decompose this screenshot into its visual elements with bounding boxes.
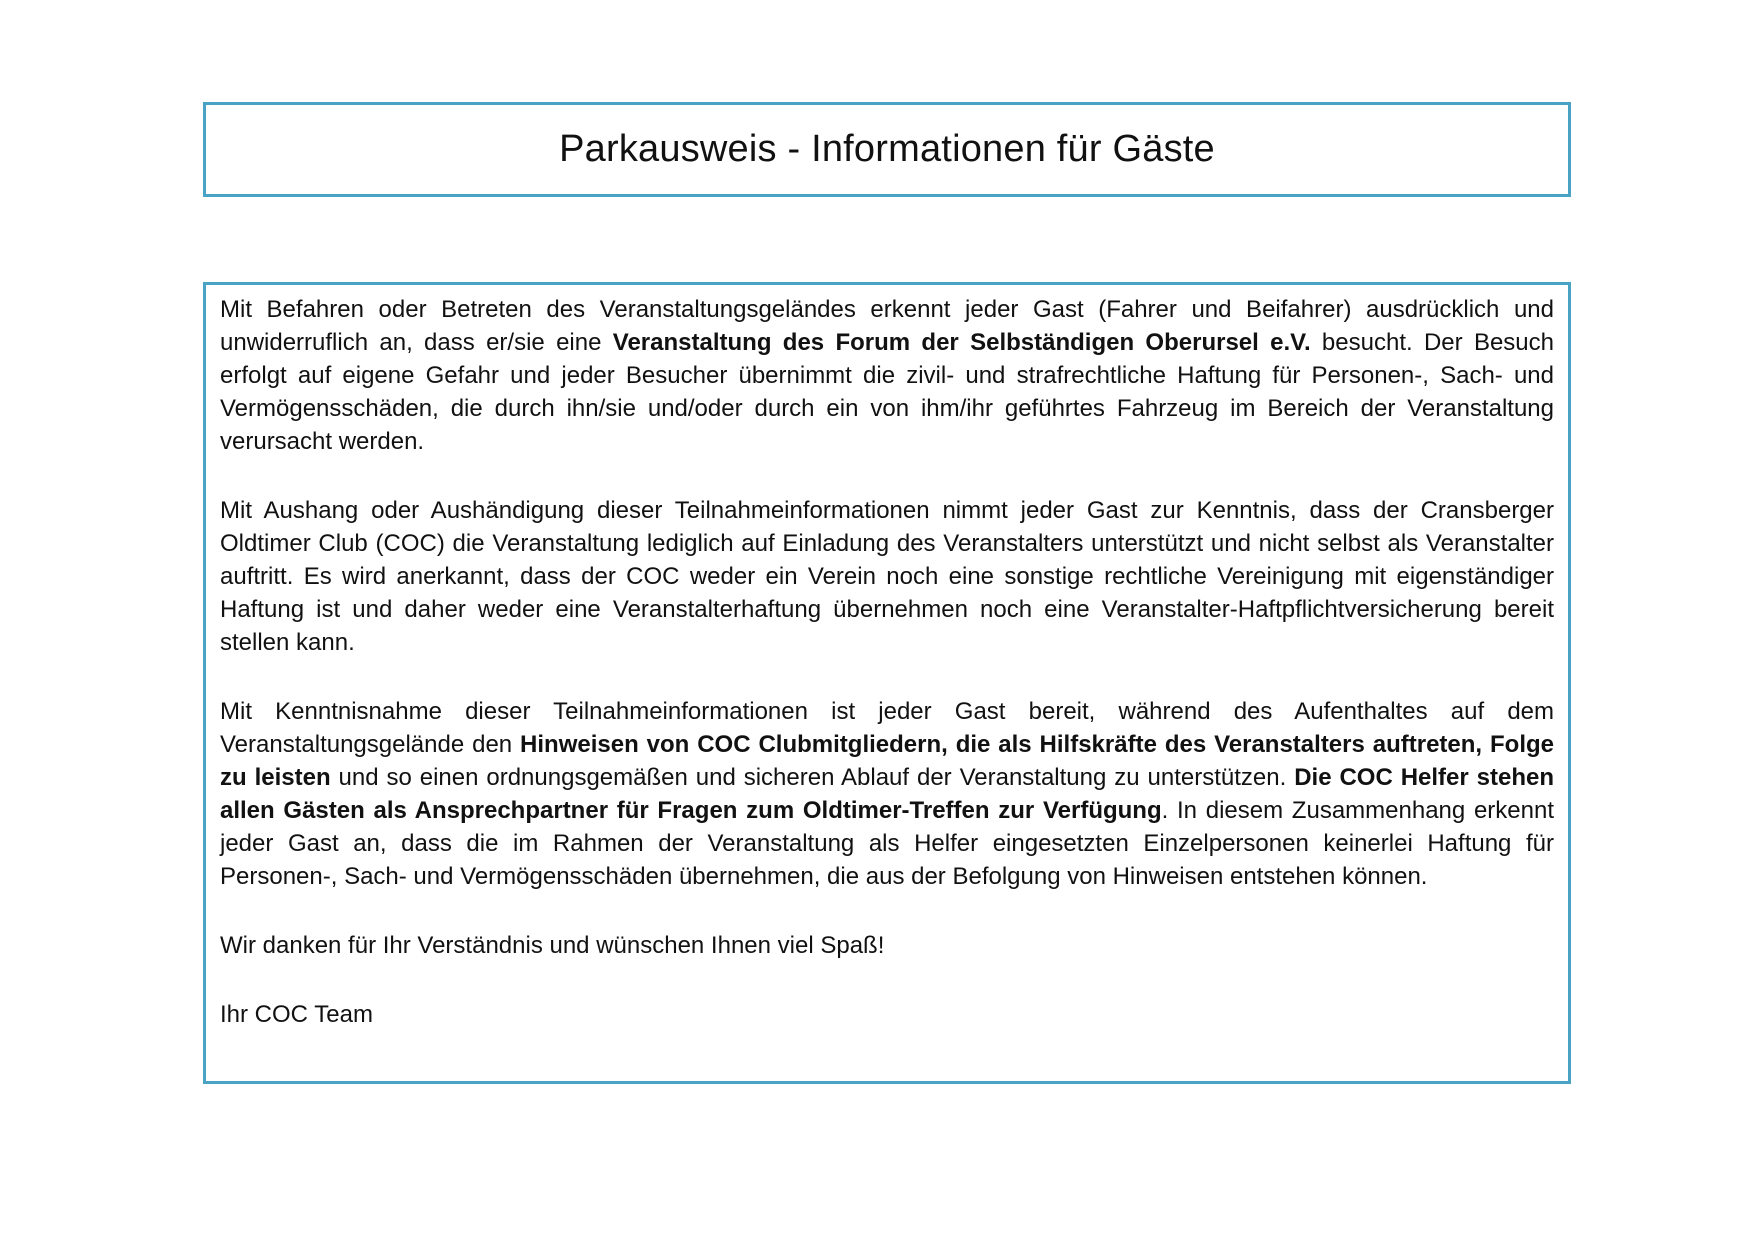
paragraph-helpers-bold-instructions: Hinweisen von COC Clubmitgliedern, die als Hilfskräfte des Veranstalters auftreten, Folge zu leisten <box>220 731 1554 791</box>
paragraph-helpers-bold-contact: Die COC Helfer stehen allen Gästen als Ansprechpartner für Fragen zum Oldtimer-Treffen zur Verfügung <box>220 764 1554 824</box>
page-title: Parkausweis - Informationen für Gäste <box>559 128 1215 170</box>
content-box <box>203 282 1571 1084</box>
paragraph-liability-bold-organizer: Veranstaltung des Forum der Selbständigen Oberursel e.V. <box>612 329 1311 356</box>
closing-text: Wir danken für Ihr Verständnis und wünschen Ihnen viel Spaß! <box>220 932 885 959</box>
paragraph-liability-text-1: Mit Befahren oder Betreten des Veranstaltungsgeländes erkennt jeder Gast (Fahrer und Beifahrer) ausdrücklich und unwiderruflich an, dass er/sie eine <box>220 296 1554 356</box>
paragraph-coc-role-text: Mit Aushang oder Aushändigung dieser Teilnahmeinformationen nimmt jeder Gast zur Kenntnis, dass der Cransberger Oldtimer Club (COC) die Veranstaltung lediglich auf Einladung des Veranstalters unterstützt und nicht selbst als Veranstalter auftritt. Es wird anerkannt, dass der COC weder ein Verein noch eine sonstige rechtliche Vereinigung mit eigenständiger Haftung ist und daher weder eine Veranstalterhaftung übernehmen noch eine Veranstalter-Haftpflichtversicherung bereit stellen kann. <box>220 497 1554 656</box>
signature: Ihr COC Team <box>220 1001 373 1028</box>
paragraph-liability-text-2: besucht. Der Besuch erfolgt auf eigene Gefahr und jeder Besucher übernimmt die zivil- und strafrechtliche Haftung für Personen-, Sach- und Vermögensschäden, die durch ihn/sie und/oder durch ein von ihm/ihr geführtes Fahrzeug im Bereich der Veranstaltung verursacht werden. <box>220 329 1554 455</box>
paragraph-coc-role <box>220 494 1554 659</box>
paragraph-helpers <box>220 695 1554 893</box>
paragraph-helpers-text-2: und so einen ordnungsgemäßen und sicheren Ablauf der Veranstaltung zu unterstützen. <box>330 764 1295 791</box>
paragraph-helpers-text-1: Mit Kenntnisnahme dieser Teilnahmeinformationen ist jeder Gast bereit, während des Aufenthaltes auf dem Veranstaltungsgelände den <box>220 698 1554 758</box>
paragraph-helpers-text-3: . In diesem Zusammenhang erkennt jeder Gast an, dass die im Rahmen der Veranstaltung als Helfer eingesetzten Einzelpersonen keinerlei Haftung für Personen-, Sach- und Vermögensschäden übernehmen, die aus der Befolgung von Hinweisen entstehen können. <box>220 797 1554 890</box>
paragraph-liability <box>220 293 1554 458</box>
title-box <box>203 102 1571 197</box>
